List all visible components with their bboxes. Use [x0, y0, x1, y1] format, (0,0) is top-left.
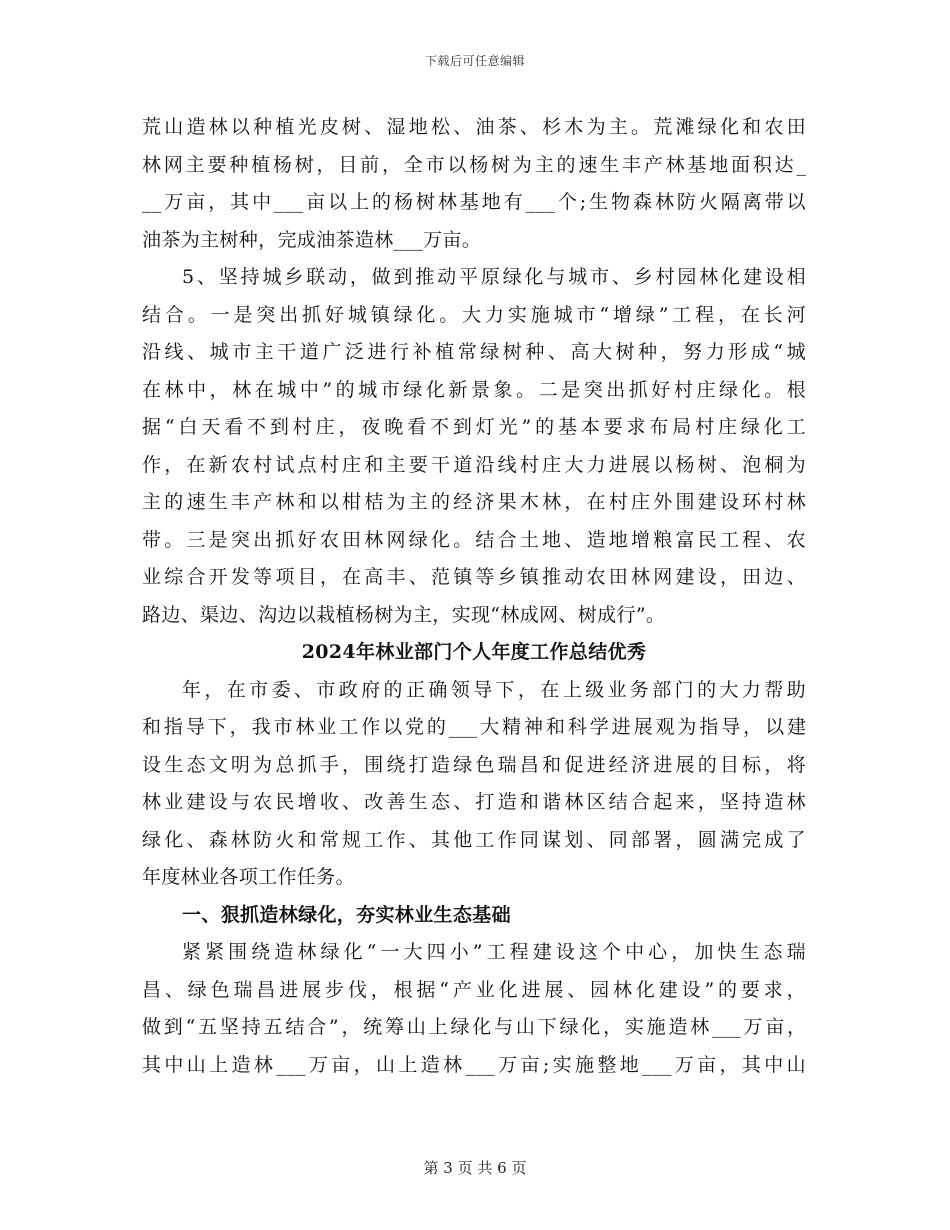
body-line: 绿化、森林防火和常规工作、其他工作同谋划、同部署，圆满完成了 — [142, 828, 806, 851]
body-line: 年，在市委、市政府的正确领导下，在上级业务部门的大力帮助 — [182, 678, 806, 701]
body-line: 主的速生丰产林和以柑桔为主的经济果木林，在村庄外围建设环村林 — [142, 491, 806, 513]
body-line: 沿线、城市主干道广泛进行补植常绿树种、高大树种，努力形成“城 — [142, 341, 806, 363]
body-line: 昌、绿色瑞昌进展步伐，根据“产业化进展、园林化建设”的要求， — [142, 978, 806, 1001]
subsection-heading: 一、狠抓造林绿化，夯实林业生态基础 — [182, 903, 511, 926]
body-line: 设生态文明为总抓手，围绕打造绿色瑞昌和促进经济进展的目标，将 — [142, 753, 806, 776]
body-line: 林业建设与农民增收、改善生态、打造和谐林区结合起来，坚持造林 — [142, 791, 806, 813]
body-line: 做到“五坚持五结合”，统筹山上绿化与山下绿化，实施造林___万亩， — [142, 1016, 806, 1038]
body-line: 据“白天看不到村庄，夜晚看不到灯光”的基本要求布局村庄绿化工 — [142, 416, 806, 438]
body-line: 和指导下，我市林业工作以党的___大精神和科学进展观为指导，以建 — [142, 716, 806, 738]
body-line: 紧紧围绕造林绿化“一大四小”工程建设这个中心，加快生态瑞 — [182, 941, 806, 963]
body-line: 其中山上造林___万亩，山上造林___万亩;实施整地___万亩，其中山 — [142, 1053, 806, 1076]
document-body — [142, 109, 806, 1084]
body-line: 作，在新农村试点村庄和主要干道沿线村庄大力进展以杨树、泡桐为 — [142, 453, 806, 476]
body-line: __万亩，其中___亩以上的杨树林基地有___个;生物森林防火隔离带以 — [142, 191, 806, 213]
body-line: 荒山造林以种植光皮树、湿地松、油茶、杉木为主。荒滩绿化和农田 — [142, 116, 806, 138]
body-line: 年度林业各项工作任务。 — [142, 866, 355, 888]
body-line: 油茶为主树种，完成油茶造林___万亩。 — [142, 228, 482, 251]
page-number-footer: 第 3 页 共 6 页 — [423, 1159, 527, 1177]
body-line: 业综合开发等项目，在高丰、范镇等乡镇推动农田林网建设，田边、 — [142, 566, 806, 588]
body-line: 林网主要种植杨树，目前，全市以杨树为主的速生丰产林基地面积达_ — [142, 153, 806, 176]
page-header: 下载后可任意编辑 — [424, 54, 525, 68]
body-line: 在林中，林在城中”的城市绿化新景象。二是突出抓好村庄绿化。根 — [142, 378, 806, 401]
body-line: 5、坚持城乡联动，做到推动平原绿化与城市、乡村园林化建设相 — [182, 266, 806, 288]
body-line: 路边、渠边、沟边以栽植杨树为主，实现“林成网、树成行”。 — [142, 603, 666, 626]
section-title: 2024年林业部门个人年度工作总结优秀 — [301, 641, 647, 663]
body-line: 结合。一是突出抓好城镇绿化。大力实施城市“增绿”工程，在长河 — [142, 303, 806, 326]
body-line: 带。三是突出抓好农田林网绿化。结合土地、造地增粮富民工程、农 — [142, 528, 806, 551]
